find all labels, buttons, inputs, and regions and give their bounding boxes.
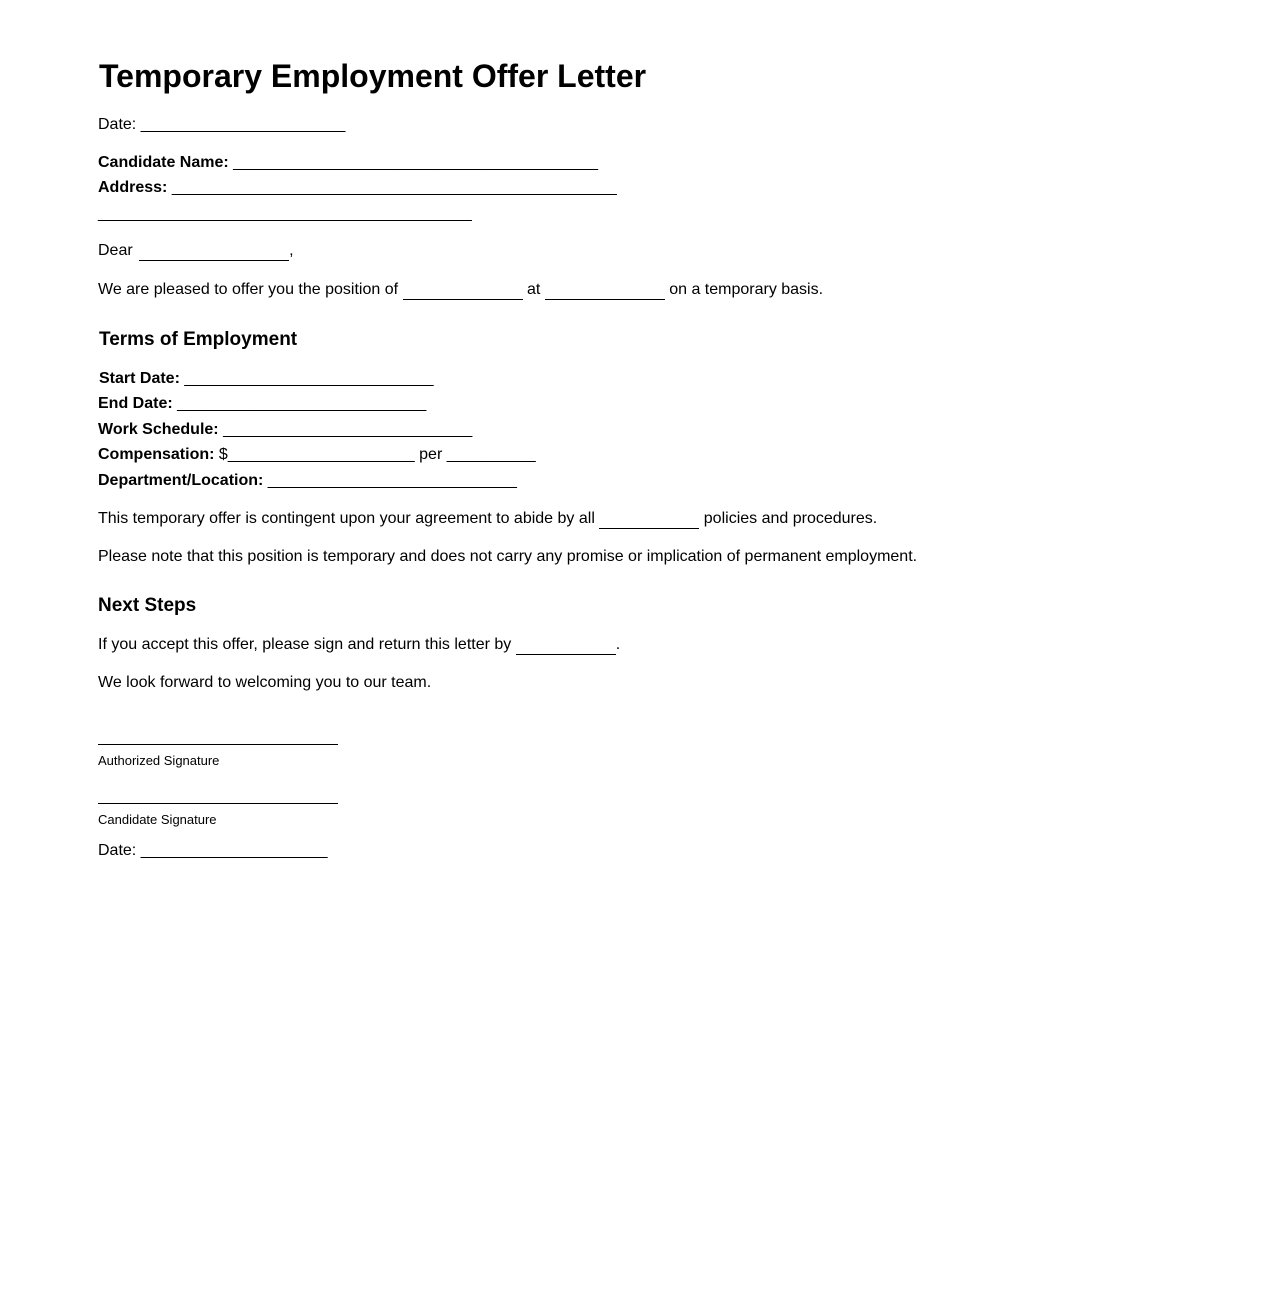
start-date-field[interactable]: ____________________________ [184,370,434,387]
currency-symbol: $ [218,446,228,463]
page-title: Temporary Employment Offer Letter [99,58,647,94]
accept-period: . [615,636,621,653]
start-date-label: Start Date: [99,370,180,387]
contingent-paragraph [98,510,877,529]
date-row [98,116,345,134]
compensation-label: Compensation: [98,446,215,463]
signature-date-field[interactable]: _____________________ [140,842,328,859]
signature-date-row [98,842,328,860]
candidate-signature-label: Candidate Signature [98,812,217,827]
salutation-row [98,242,294,261]
candidate-name-label: Candidate Name: [98,154,229,171]
company-field[interactable] [545,285,665,300]
address-row-2 [98,205,472,223]
offer-text-2: at [526,281,541,298]
compensation-per-label: per [419,446,443,463]
contingent-text-2: policies and procedures. [703,510,878,527]
contingent-text-1: This temporary offer is contingent upon your agreement to abide by all [98,510,595,527]
address-row [98,179,617,197]
salutation-comma: , [289,242,294,259]
candidate-signature-line[interactable] [98,803,338,804]
compensation-row [98,446,536,464]
terms-heading: Terms of Employment [99,329,298,350]
work-schedule-label: Work Schedule: [98,421,219,438]
accept-text: If you accept this offer, please sign and return this letter by [98,636,512,653]
work-schedule-field[interactable]: ____________________________ [223,421,473,438]
offer-text-1: We are pleased to offer you the position of [98,281,399,298]
note-paragraph: Please note that this position is temporary and does not carry any promise or implication of permanent employment. [98,548,918,565]
signature-date-label: Date: [98,842,137,859]
authorized-signature-line[interactable] [98,744,338,745]
company-policies-field[interactable] [599,514,699,529]
welcome-paragraph: We look forward to welcoming you to our team. [98,674,432,691]
department-label: Department/Location: [98,472,264,489]
candidate-name-row [98,154,598,172]
address-label: Address: [98,179,168,196]
start-date-row [99,370,434,388]
department-field[interactable]: ____________________________ [267,472,517,489]
position-field[interactable] [403,285,523,300]
date-field[interactable]: _______________________ [140,116,346,133]
recipient-name-field[interactable] [139,246,289,261]
next-steps-heading: Next Steps [98,595,197,616]
offer-text-3: on a temporary basis. [669,281,824,298]
date-label: Date: [98,116,137,133]
compensation-amount-field[interactable]: _____________________ [227,446,415,463]
address-field[interactable]: __________________________________________________ [171,179,617,196]
accept-paragraph [98,636,620,655]
compensation-period-field[interactable]: __________ [446,446,536,463]
candidate-name-field[interactable]: _________________________________________ [233,154,598,171]
offer-paragraph [98,281,823,300]
address-field-line-2[interactable]: __________________________________________ [98,205,472,222]
return-by-date-field[interactable] [516,640,616,655]
work-schedule-row [98,421,472,439]
end-date-label: End Date: [98,395,173,412]
department-row [98,472,517,490]
end-date-field[interactable]: ____________________________ [177,395,427,412]
dear-label: Dear [98,242,133,259]
end-date-row [98,395,426,413]
authorized-signature-label: Authorized Signature [98,753,220,768]
